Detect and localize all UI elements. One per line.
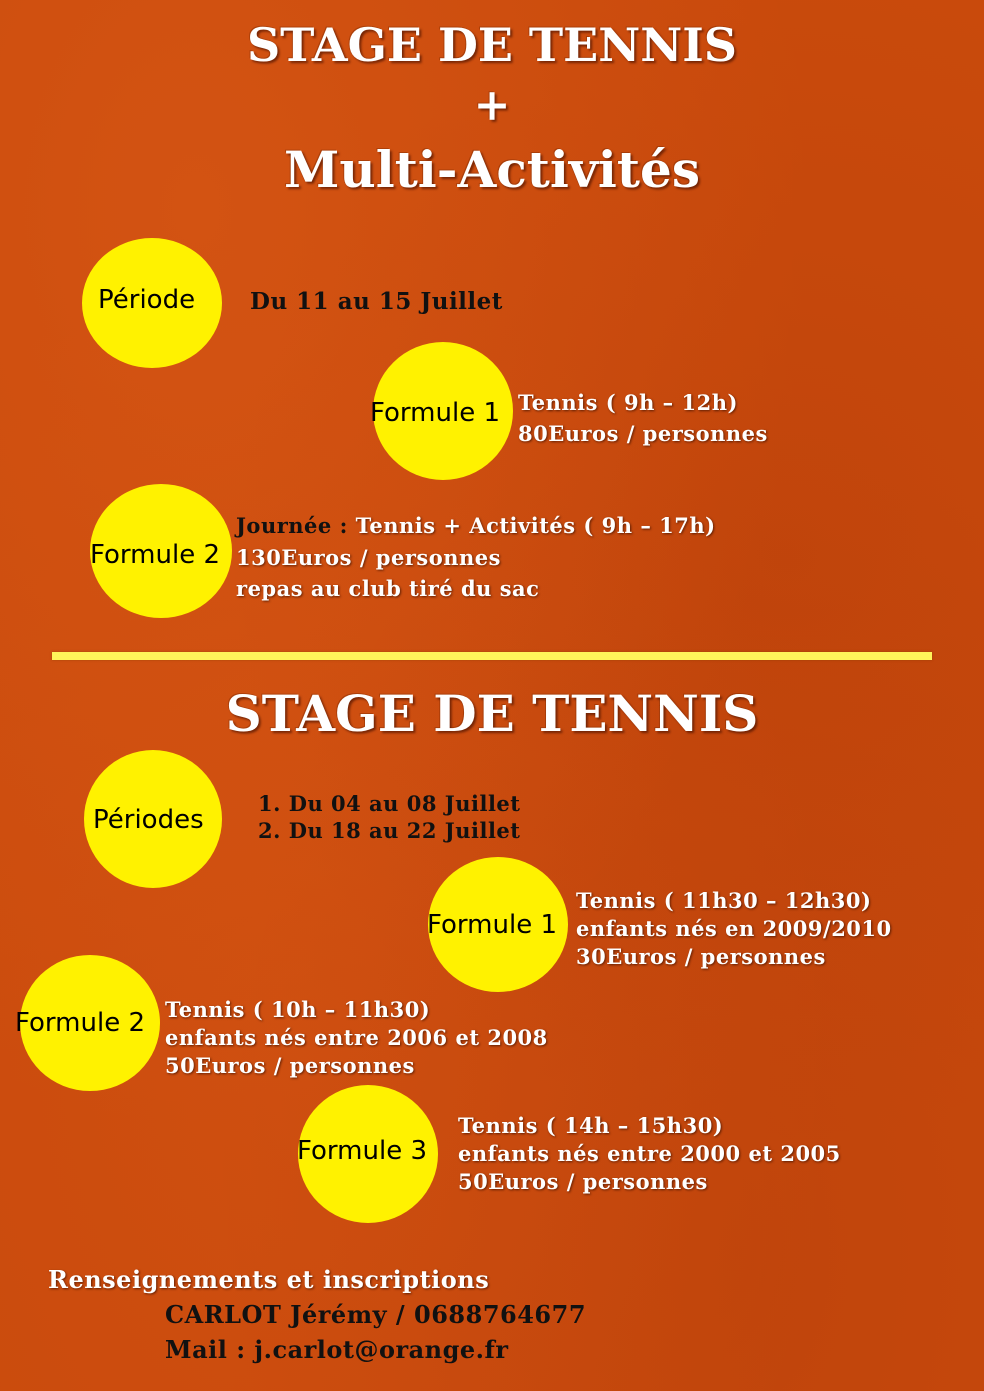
periodes-label: Périodes <box>93 805 204 835</box>
section2-title: STAGE DE TENNIS <box>225 684 759 743</box>
periodes-line1: 1. Du 04 au 08 Juillet <box>258 791 521 816</box>
s2-formule1-line3: 30Euros / personnes <box>576 944 826 969</box>
s1-formule2-line2: 130Euros / personnes <box>236 545 501 570</box>
s2-formule3-label: Formule 3 <box>297 1136 427 1166</box>
journee-prefix: Journée : <box>236 513 348 538</box>
contact-name-phone: CARLOT Jérémy / 0688764677 <box>165 1300 587 1329</box>
s2-formule2-line2: enfants nés entre 2006 et 2008 <box>165 1025 548 1050</box>
s2-formule1-label: Formule 1 <box>427 910 557 940</box>
s2-formule2-line3: 50Euros / personnes <box>165 1053 415 1078</box>
periode-dates: Du 11 au 15 Juillet <box>250 288 503 315</box>
contact-mail: Mail : j.carlot@orange.fr <box>165 1335 509 1364</box>
periodes-line2: 2. Du 18 au 22 Juillet <box>258 818 521 843</box>
s2-formule3-line1: Tennis ( 14h – 15h30) <box>458 1113 724 1138</box>
s1-formule2-label: Formule 2 <box>90 540 220 570</box>
periode-label: Période <box>98 285 196 315</box>
section-divider <box>52 652 932 660</box>
s2-formule2-line1: Tennis ( 10h – 11h30) <box>165 997 431 1022</box>
s1-formule2-line1 <box>236 511 716 540</box>
subtitle-multi-activites: Multi-Activités <box>284 140 700 199</box>
journee-activities: Tennis + Activités ( 9h – 17h) <box>347 513 716 538</box>
contact-heading: Renseignements et inscriptions <box>48 1265 490 1294</box>
s1-formule1-line2: 80Euros / personnes <box>518 421 768 446</box>
s2-formule1-line1: Tennis ( 11h30 – 12h30) <box>576 888 872 913</box>
s2-formule3-line3: 50Euros / personnes <box>458 1169 708 1194</box>
s2-formule2-label: Formule 2 <box>15 1008 145 1038</box>
s2-formule1-line2: enfants nés en 2009/2010 <box>576 916 892 941</box>
main-title: STAGE DE TENNIS <box>246 18 738 72</box>
s2-formule3-line2: enfants nés entre 2000 et 2005 <box>458 1141 841 1166</box>
title-plus: + <box>473 80 511 131</box>
s1-formule1-label: Formule 1 <box>370 398 500 428</box>
s1-formule2-line3: repas au club tiré du sac <box>236 576 540 601</box>
s1-formule1-line1: Tennis ( 9h – 12h) <box>518 390 738 415</box>
